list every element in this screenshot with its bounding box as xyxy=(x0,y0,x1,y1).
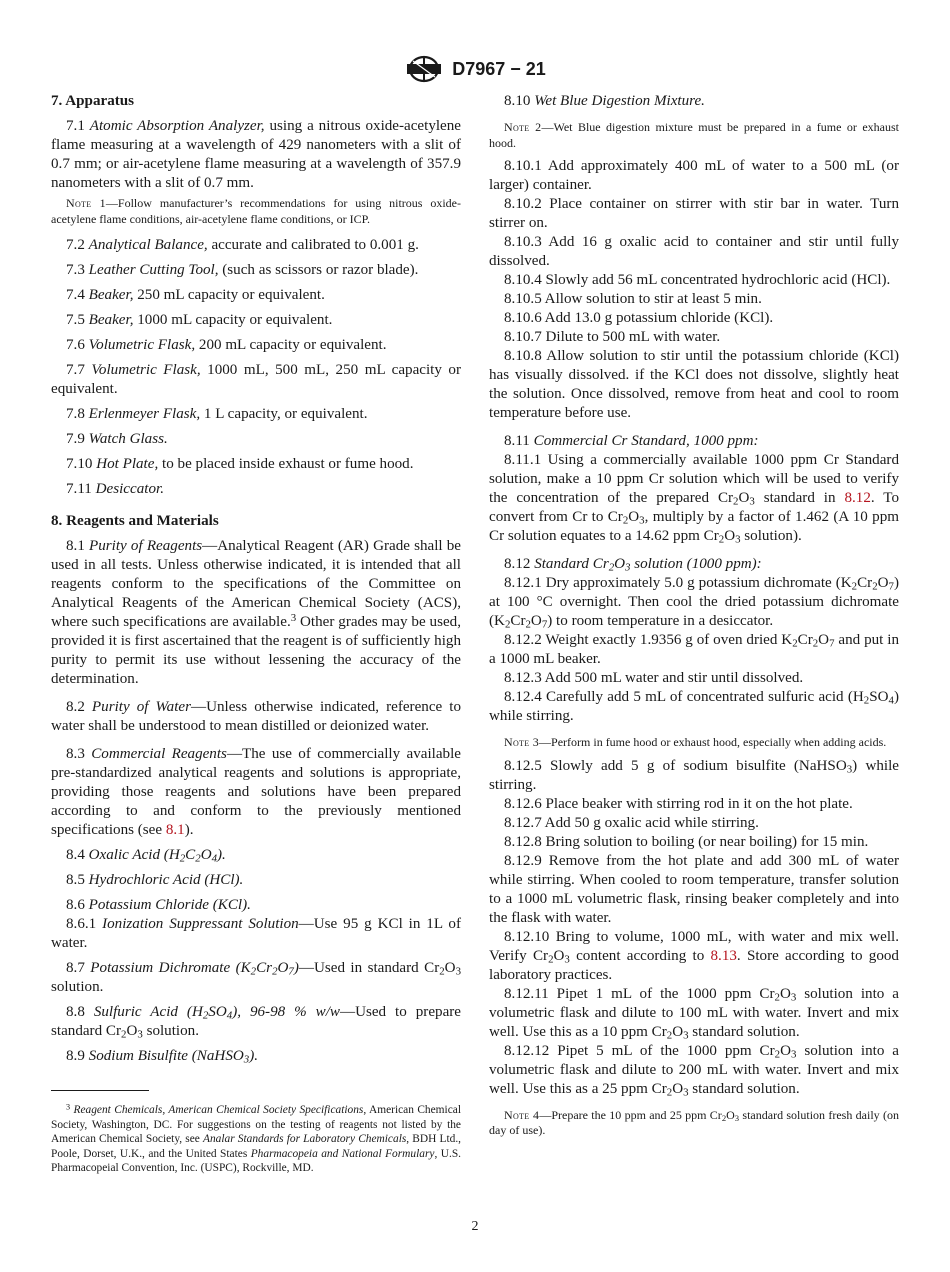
para-8-12: 8.12 Standard $Cr_2O_3$ solution (1000 ppm): xyxy=(504,556,762,574)
para-8-12-3: 8.12.3 Add 500 mL water and stir until dissolved. xyxy=(504,670,804,686)
para-7-5: 7.5 Beaker, 1000 mL capacity or equivalent. xyxy=(66,312,333,328)
right-column xyxy=(489,92,899,1139)
para-8-12-4: 8.12.4 Carefully add 5 mL of concentrated sulfuric acid $(H_2SO_4)$ while stirring. xyxy=(489,689,899,724)
para-8-12-9: 8.12.9 Remove from the hot plate and add 300 mL of water while stirring. When cooled to room temperature, transfer solution to a 1000 mL volumetric flask, rinsing beaker completely and into the flask with water. xyxy=(489,852,899,926)
para-8-12-11: 8.12.11 Pipet 1 mL of the 1000 ppm $Cr_2O_3$ solution into a volumetric flask and dilute to 100 mL with water. Invert and mix well. Use this as a 10 ppm $Cr_2O_3$ standard solution. xyxy=(489,985,899,1042)
note-2: Note 2—Wet Blue digestion mixture must be prepared in a fume or exhaust hood. xyxy=(489,120,899,150)
standard-designation: D7967 − 21 xyxy=(452,58,546,79)
para-8-10-6: 8.10.6 Add 13.0 g potassium chloride (KCl). xyxy=(504,310,774,326)
para-8-12-5: 8.12.5 Slowly add 5 g of sodium bisulfite (NaHSO$_3$) while stirring. xyxy=(489,757,899,793)
para-8-12-6: 8.12.6 Place beaker with stirring rod in it on the hot plate. xyxy=(504,795,853,812)
para-8-12-2: 8.12.2 Weight exactly 1.9356 g of oven dried $K_2Cr_2O_7$ and put in a 1000 mL beaker. xyxy=(489,632,899,667)
para-8-11: 8.11 Commercial Cr Standard, 1000 ppm: xyxy=(504,433,759,449)
ref-link-8-13[interactable]: 8.13 xyxy=(710,947,737,964)
para-8-10-7: 8.10.7 Dilute to 500 mL with water. xyxy=(504,329,721,345)
para-8-10-4: 8.10.4 Slowly add 56 mL concentrated hydrochloric acid (HCl). xyxy=(504,272,891,288)
para-8-2: 8.2 Purity of Water—Unless otherwise indicated, reference to water shall be understood to mean distilled or deionized water. xyxy=(51,699,462,734)
para-8-9: 8.9 Sodium Bisulfite (NaHSO$_3$). xyxy=(66,1048,259,1066)
para-8-5: 8.5 Hydrochloric Acid (HCl). xyxy=(66,872,244,888)
para-7-2: 7.2 Analytical Balance, accurate and calibrated to 0.001 g. xyxy=(66,237,419,253)
para-8-10-3: 8.10.3 Add 16 g oxalic acid to container and stir until fully dissolved. xyxy=(489,234,899,269)
footnote-3: $^3$ Reagent Chemicals, American Chemical Society Specifications, American Chemical Society, Washington, DC. For suggestions on the testing of reagents not listed by the American Chemical Society, see Analar Standards for Laboratory Chemicals, BDH Ltd., Poole, Dorset, U.K., and the United States Pharmacopeia and National Formulary, U.S. Pharmacopeial Convention, Inc. (USPC), Rockville, MD. xyxy=(51,1102,462,1174)
para-8-8: 8.8 Sulfuric Acid $(H_2SO_4)$, 96-98 % w/w—Used to prepare standard $Cr_2O_3$ solution. xyxy=(51,1004,461,1041)
para-7-7: 7.7 Volumetric Flask, 1000 mL, 500 mL, 250 mL capacity or equivalent. xyxy=(51,362,461,397)
para-8-7: 8.7 Potassium Dichromate $(K_2Cr_2O_7)—Used$ in standard $Cr_2O_3$ solution. xyxy=(51,960,462,995)
footnote-divider xyxy=(51,1090,149,1091)
para-7-3: 7.3 Leather Cutting Tool, (such as scissors or razor blade). xyxy=(66,262,419,278)
para-8-10-8: 8.10.8 Allow solution to stir until the potassium chloride (KCl) has visually dissolved. if the KCl does not dissolve, slightly heat the solution. Once dissolved, remove from heat and cool to room temperature before use. xyxy=(489,348,899,421)
para-8-10-1: 8.10.1 Add approximately 400 mL of water to a 500 mL (or larger) container. xyxy=(489,158,899,193)
para-8-12-1: 8.12.1 Dry approximately 5.0 g potassium dichromate $(K_2Cr_2O_7)$ at 100 °C overnight. Then cool the dried potassium dichromate $(K_2Cr_2O_7)$ to room temperature in a desiccator. xyxy=(489,575,899,631)
para-7-4: 7.4 Beaker, 250 mL capacity or equivalent. xyxy=(66,287,325,303)
para-8-12-8: 8.12.8 Bring solution to boiling (or near boiling) for 15 min. xyxy=(504,833,869,850)
ref-link-8-1[interactable]: 8.1 xyxy=(165,822,185,838)
page-header xyxy=(0,54,950,84)
section-8-heading: 8. Reagents and Materials xyxy=(51,513,219,529)
para-8-1: 8.1 Purity of Reagents—Analytical Reagent (AR) Grade shall be used in all tests. Unless otherwise indicated, it is intended that all reagents conform to the specifications of the Committee on Analytical Reagents of the American Chemical Society (ACS), where such specifications are available.$^3$ Other grades may be used, provided it is first ascertained that the reagent is of sufficiently high purity to permit its use without lessening the accuracy of the determination. xyxy=(51,538,462,687)
note-3: Note 3—Perform in fume hood or exhaust hood, especially when adding acids. xyxy=(504,735,887,749)
para-8-4: 8.4 Oxalic Acid $(H_2C_2O_4)$. xyxy=(66,847,226,865)
para-7-8: 7.8 Erlenmeyer Flask, 1 L capacity, or equivalent. xyxy=(66,406,368,422)
ref-link-8-12[interactable]: 8.12 xyxy=(844,490,871,506)
left-column xyxy=(51,92,461,1066)
para-8-12-12: 8.12.12 Pipet 5 mL of the 1000 ppm $Cr_2O_3$ solution into a volumetric flask and dilute to 200 mL with water. Invert and mix well. Use this as a 25 ppm $Cr_2O_3$ standard solution. xyxy=(489,1042,899,1099)
para-8-6-1: 8.6.1 Ionization Suppressant Solution—Use 95 g KCl in 1L of water. xyxy=(51,916,461,951)
note-1: Note 1—Follow manufacturer’s recommendations for using nitrous oxide-acetylene flame conditions, air-acetylene flame conditions, or ICP. xyxy=(51,196,461,226)
para-8-10: 8.10 Wet Blue Digestion Mixture. xyxy=(504,93,705,109)
astm-logo-icon xyxy=(404,55,444,83)
para-8-10-2: 8.10.2 Place container on stirrer with stir bar in water. Turn stirrer on. xyxy=(489,196,899,231)
section-7-heading: 7. Apparatus xyxy=(51,93,135,109)
para-7-6: 7.6 Volumetric Flask, 200 mL capacity or equivalent. xyxy=(66,337,387,353)
para-8-10-5: 8.10.5 Allow solution to stir at least 5 min. xyxy=(504,291,762,307)
para-8-6: 8.6 Potassium Chloride (KCl). xyxy=(66,897,251,913)
para-7-1: 7.1 Atomic Absorption Analyzer, using a nitrous oxide-acetylene flame measuring at a wavelength of 429 nanometers with a slit of 0.7 mm; or air-acetylene flame measuring at a wavelength of 357.9 nanometers with a slit of 0.7 mm. xyxy=(51,118,462,191)
note-4: Note 4—Prepare the 10 ppm and 25 ppm $Cr_2O_3$ standard solution fresh daily (on day of use). xyxy=(489,1107,899,1137)
para-8-11-1: 8.11.1 Using a commercially available 1000 ppm Cr Standard solution, make a 10 ppm Cr solution which will be used to verify the concentration of the prepared $Cr_2O_3$ standard in 8.12. To convert from Cr to $Cr_2O_3$, multiply by a factor of 1.462 (A 10 ppm Cr solution equates to a 14.62 ppm $Cr_2O_3$ solution). xyxy=(489,452,900,546)
para-7-11: 7.11 Desiccator. xyxy=(66,481,164,497)
para-8-12-7: 8.12.7 Add 50 g oxalic acid while stirring. xyxy=(504,814,759,831)
para-7-9: 7.9 Watch Glass. xyxy=(66,431,168,447)
para-8-3: 8.3 Commercial Reagents—The use of commercially available pre-standardized analytical reagents and solutions is appropriate, providing those reagents and solutions have been prepared according to and conform to the previously mentioned specifications (see 8.1). xyxy=(51,746,461,838)
para-8-12-10: 8.12.10 Bring to volume, 1000 mL, with water and mix well. Verify $Cr_2O_3$ content according to 8.13. Store according to good laboratory practices. xyxy=(489,928,899,983)
para-7-10: 7.10 Hot Plate, to be placed inside exhaust or fume hood. xyxy=(66,456,414,472)
page-number: 2 xyxy=(471,1219,479,1234)
